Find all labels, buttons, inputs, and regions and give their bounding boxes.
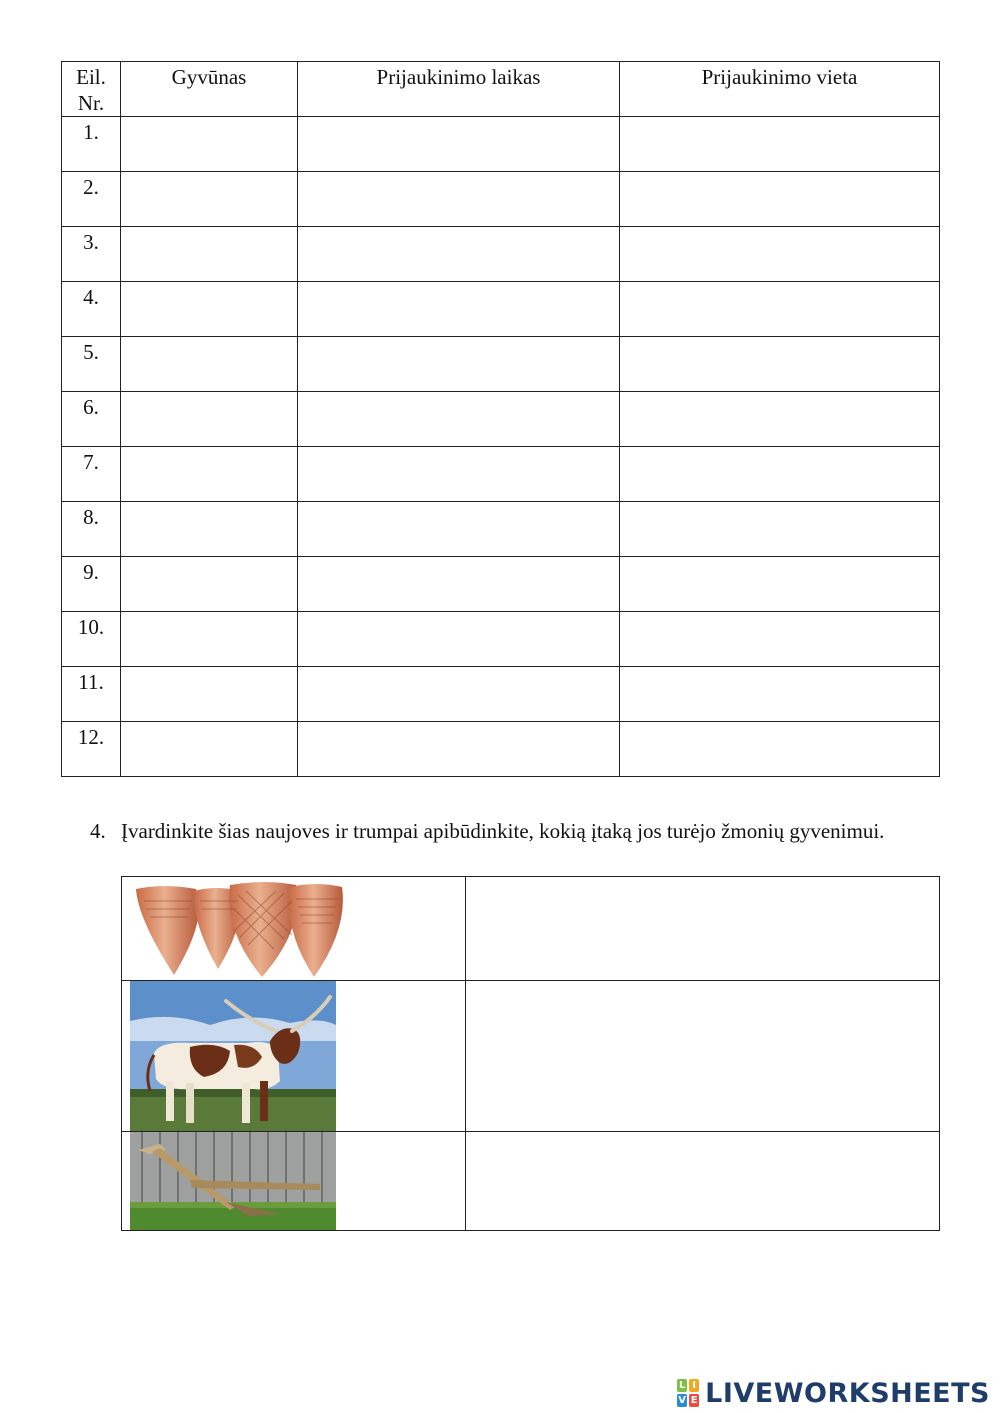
place-cell[interactable] — [620, 447, 940, 502]
row-number: 7. — [62, 447, 121, 502]
answer-cell[interactable] — [466, 981, 940, 1132]
row-number: 3. — [62, 227, 121, 282]
row-number: 6. — [62, 392, 121, 447]
image-cell — [122, 981, 466, 1132]
time-cell[interactable] — [298, 447, 620, 502]
table-row — [62, 612, 940, 667]
place-cell[interactable] — [620, 502, 940, 557]
animal-cell[interactable] — [121, 172, 298, 227]
place-cell[interactable] — [620, 392, 940, 447]
longhorn-bull-image — [130, 981, 336, 1131]
time-cell[interactable] — [298, 502, 620, 557]
place-cell[interactable] — [620, 172, 940, 227]
row-number: 2. — [62, 172, 121, 227]
animal-cell[interactable] — [121, 557, 298, 612]
liveworksheets-logo — [677, 1375, 990, 1411]
row-number: 11. — [62, 667, 121, 722]
table-row — [62, 722, 940, 777]
animal-cell[interactable] — [121, 722, 298, 777]
animal-cell[interactable] — [121, 282, 298, 337]
answer-cell[interactable] — [466, 877, 940, 981]
header-gyvunas: Gyvūnas — [121, 62, 298, 117]
task-instruction: Įvardinkite šias naujoves ir trumpai apibūdinkite, kokią įtaką jos turėjo žmonių gyvenimui. — [121, 819, 885, 843]
table-row — [62, 227, 940, 282]
place-cell[interactable] — [620, 612, 940, 667]
table-row — [62, 557, 940, 612]
wooden-plough-image — [130, 1132, 336, 1230]
header-prijaukinimo-laikas: Prijaukinimo laikas — [298, 62, 620, 117]
answer-cell[interactable] — [466, 1132, 940, 1231]
innovation-row — [122, 1132, 940, 1231]
animal-cell[interactable] — [121, 337, 298, 392]
animal-cell[interactable] — [121, 392, 298, 447]
clay-pots-image — [134, 879, 344, 979]
time-cell[interactable] — [298, 612, 620, 667]
animal-cell[interactable] — [121, 667, 298, 722]
table-header-row — [62, 62, 940, 117]
innovations-table — [121, 876, 940, 1231]
row-number: 10. — [62, 612, 121, 667]
row-number: 4. — [62, 282, 121, 337]
header-eil-nr: Eil. Nr. — [62, 62, 121, 117]
image-cell — [122, 1132, 466, 1231]
innovation-row — [122, 877, 940, 981]
row-number: 1. — [62, 117, 121, 172]
time-cell[interactable] — [298, 392, 620, 447]
time-cell[interactable] — [298, 227, 620, 282]
place-cell[interactable] — [620, 722, 940, 777]
time-cell[interactable] — [298, 117, 620, 172]
time-cell[interactable] — [298, 282, 620, 337]
time-cell[interactable] — [298, 557, 620, 612]
table-row — [62, 447, 940, 502]
time-cell[interactable] — [298, 337, 620, 392]
table-row — [62, 172, 940, 227]
header-prijaukinimo-vieta: Prijaukinimo vieta — [620, 62, 940, 117]
domestication-table — [61, 61, 940, 777]
place-cell[interactable] — [620, 557, 940, 612]
row-number: 8. — [62, 502, 121, 557]
innovation-row — [122, 981, 940, 1132]
place-cell[interactable] — [620, 282, 940, 337]
table-row — [62, 337, 940, 392]
animal-cell[interactable] — [121, 227, 298, 282]
logo-text: LIVEWORKSHEETS — [705, 1377, 990, 1409]
row-number: 9. — [62, 557, 121, 612]
place-cell[interactable] — [620, 117, 940, 172]
table-row — [62, 392, 940, 447]
animal-cell[interactable] — [121, 447, 298, 502]
place-cell[interactable] — [620, 667, 940, 722]
animal-cell[interactable] — [121, 117, 298, 172]
time-cell[interactable] — [298, 667, 620, 722]
table-row — [62, 117, 940, 172]
time-cell[interactable] — [298, 172, 620, 227]
table-row — [62, 282, 940, 337]
row-number: 5. — [62, 337, 121, 392]
animal-cell[interactable] — [121, 502, 298, 557]
row-number: 12. — [62, 722, 121, 777]
table-row — [62, 502, 940, 557]
table-row — [62, 667, 940, 722]
image-cell — [122, 877, 466, 981]
animal-cell[interactable] — [121, 612, 298, 667]
liveworksheets-logo-icon: L I V E — [678, 1380, 698, 1406]
task-number: 4. — [90, 819, 106, 843]
time-cell[interactable] — [298, 722, 620, 777]
place-cell[interactable] — [620, 227, 940, 282]
place-cell[interactable] — [620, 337, 940, 392]
